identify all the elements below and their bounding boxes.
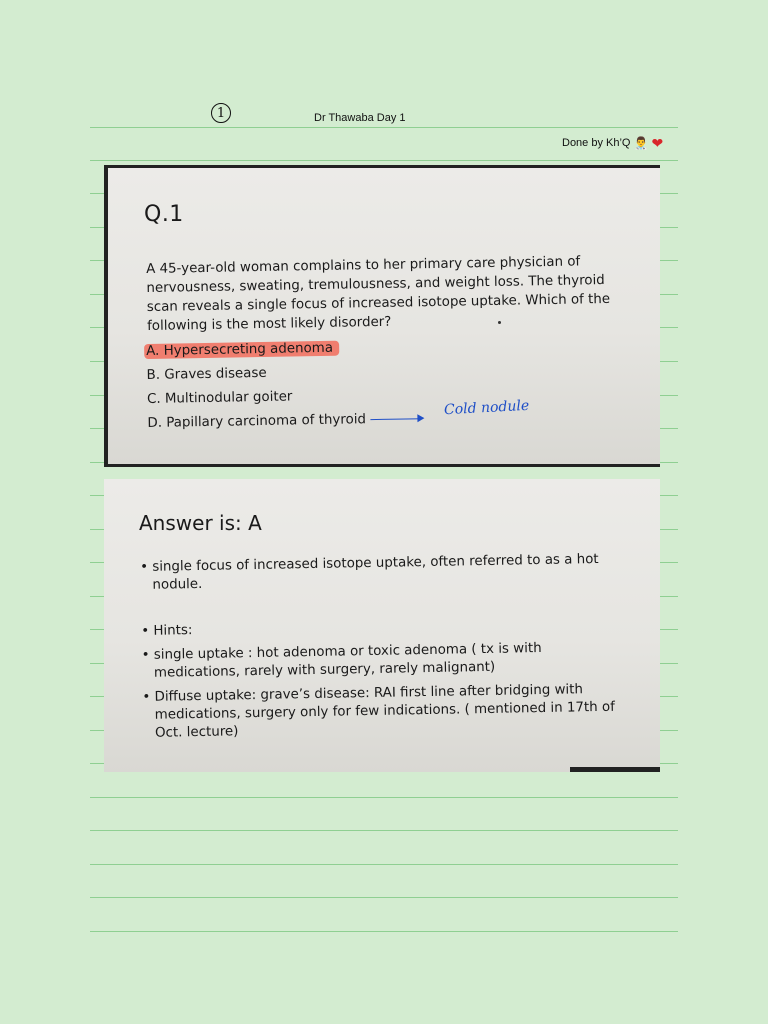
doctor-emoji-icon: 👨‍⚕️ [633, 136, 649, 150]
rule-line [90, 864, 678, 865]
answer-bullets [140, 550, 633, 743]
answer-slide-image [104, 479, 660, 772]
option-d-text: D. Papillary carcinoma of thyroid [147, 412, 367, 431]
rule-line [90, 931, 678, 932]
arrow-right-icon [370, 418, 422, 420]
slide-edge-bar [570, 767, 660, 772]
author-text: Done by Kh’Q [562, 137, 631, 149]
bullet-single-uptake: • single uptake : hot adenoma or toxic adenoma ( tx is with medications, rarely with surgery, rarely malignant) [141, 641, 542, 681]
page-number-circle [211, 103, 231, 123]
question-slide-image [104, 165, 660, 467]
rule-line [90, 127, 678, 128]
rule-line [90, 797, 678, 798]
answer-options [146, 335, 422, 436]
bullet-hot-nodule: • single focus of increased isotope uptake, often referred to as a hot nodule. [140, 551, 599, 593]
option-c: C. Multinodular goiter [146, 389, 293, 407]
question-title: Q.1 [144, 202, 184, 227]
page-number: 1 [216, 105, 226, 121]
option-a-highlight: A. Hypersecreting adenoma [144, 341, 339, 359]
bullet-hints: • Hints: [141, 623, 193, 639]
stray-dot [498, 321, 501, 324]
option-b: B. Graves disease [146, 365, 267, 383]
handwritten-note: Cold nodule [443, 397, 530, 419]
rule-line [90, 160, 678, 161]
heart-emoji-icon: ❤ [651, 134, 664, 151]
author-credit [562, 136, 663, 150]
bullet-diffuse-uptake: • Diffuse uptake: grave’s disease: RAI first line after bridging with medications, surgery only for few indications. ( mentioned in 17th of Oct. lecture) [142, 682, 616, 741]
rule-line [90, 897, 678, 898]
rule-line [90, 830, 678, 831]
page-title: Dr Thawaba Day 1 [314, 112, 406, 124]
question-stem: A 45-year-old woman complains to her primary care physician of nervousness, sweating, tremulousness, and weight loss. The thyroid scan reveals a single focus of increased isotope uptake. Which of the following is the most likely disorder? [146, 254, 611, 334]
answer-title: Answer is: A [139, 511, 262, 535]
option-d [147, 407, 422, 436]
